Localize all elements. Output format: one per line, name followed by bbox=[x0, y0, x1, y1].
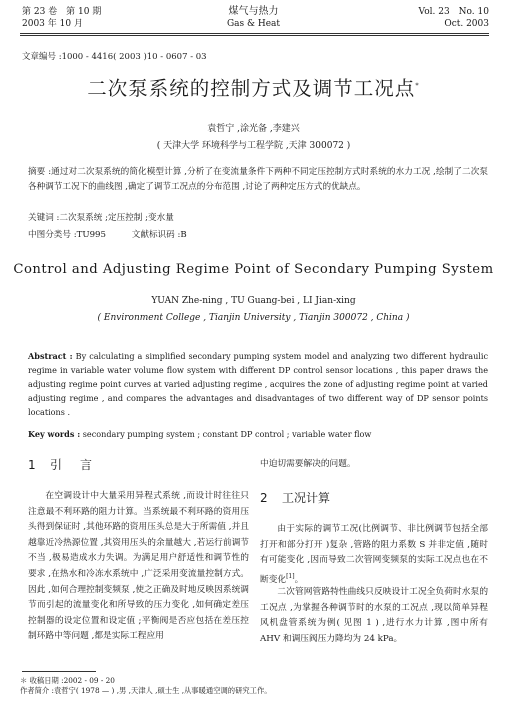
footnote-rule bbox=[22, 671, 96, 672]
section-1-number: 1 bbox=[28, 458, 36, 472]
affiliation: ( 天津大学 环境科学与工程学院 ,天津 300072 ) bbox=[156, 141, 351, 151]
article-number: 文章编号 :1000 - 4416( 2003 )10 - 0607 - 03 bbox=[22, 52, 207, 62]
journal-name-en: Gas & Heat bbox=[226, 19, 281, 29]
running-header-right bbox=[419, 6, 489, 30]
affiliation-en: ( Environment College , Tianjin University , Tianjin 300072 , China ) bbox=[97, 313, 410, 323]
section-2-number: 2 bbox=[260, 491, 268, 505]
section-1-title: 引言 bbox=[50, 458, 111, 472]
header-rule bbox=[20, 33, 489, 34]
abstract-en-text: By calculating a simplified secondary pumping system model and analyzing two different hydraulic regime in variable water volume flow system with different DP control sensor locations , this paper draws the adjusting regime point curves at varied adjusting regime , acquires the zone of adjusting regime point at varied adjusting regime , and compares the advantages and disadvantages of two different way of DP sensor points locations . bbox=[28, 351, 489, 417]
keywords-en-label: Key words : bbox=[28, 429, 81, 439]
abstract-en bbox=[28, 349, 488, 419]
section-2-heading bbox=[260, 489, 488, 506]
section-2-paragraph-1-text: 由于实际的调节工况(比例调节、非比例调节包括全部打开和部分打开 )复杂 ,管路的阻力系数 S 并非定值 ,随时有可能变化 ,因而导致二次管网变频泵的实际工况点也在不断变化 bbox=[260, 524, 488, 585]
paper-title-en: Control and Adjusting Regime Point of Secondary Pumping System bbox=[13, 262, 494, 277]
classification-code: 中图分类号 :TU995 文献标识码 :B bbox=[28, 230, 187, 240]
volume-issue-en: Vol. 23 No. 10 bbox=[418, 7, 489, 17]
section-1-paragraph: 在空调设计中大量采用异程式系统 ,而设计时往往只注意最不利环路的阻力计算。当系统最不利环路的资用压头得到保证时 ,其他环路的资用压头总是大于所需值 ,并且越靠近冷热源位置 ,其资用压头的余量越大 ,若运行前调节不当 ,极易造成水力失调。为满足用户舒适性和调节性的要求 ,在热水和冷冻水系统中 ,广泛采用变流量控制方式。因此 ,如何合理控制变频泵 ,使之正确及时地反映因系统调节而引起的流量变化和所导致的压力变化 ,如何确定差压控制器的设定位置和设定值 ;平衡阀是否应包括在差压控制环路中等问题 ,都是实际工程应用 bbox=[28, 491, 249, 642]
footnote bbox=[20, 676, 272, 696]
footnote-author-bio: 作者简介 :袁哲宁( 1978 — ) ,男 ,天津人 ,硕士生 ,从事暖通空调的研究工作。 bbox=[20, 686, 272, 695]
authors-en: YUAN Zhe-ning , TU Guang-bei , LI Jian-xing bbox=[151, 296, 356, 306]
header-rule-thin bbox=[20, 35, 489, 36]
abstract-cn: 摘要 :通过对二次泵系统的简化模型计算 ,分析了在变流量条件下两种不同定压控制方式时系统的水力工况 ,绘制了二次泵各种调节工况下的曲线图 ,确定了调节工况点的分布范围 ,讨论了两种定压方式的优缺点。 bbox=[28, 167, 488, 192]
keywords-en bbox=[28, 427, 488, 441]
section-2-title: 工况计算 bbox=[282, 491, 331, 505]
keywords-en-text: secondary pumping system ; constant DP control ; variable water flow bbox=[82, 429, 372, 439]
section-1-continuation: 中迫切需要解决的问题。 bbox=[260, 459, 356, 469]
keywords-cn: 关键词 :二次泵系统 ;定压控制 ;变水量 bbox=[28, 213, 174, 223]
title-footnote-mark: * bbox=[415, 81, 420, 90]
journal-name: 煤气与热力 bbox=[228, 6, 279, 17]
section-2-paragraph-1 bbox=[260, 522, 488, 588]
issue-date-en: Oct. 2003 bbox=[444, 19, 489, 29]
section-1-heading bbox=[28, 456, 249, 473]
section-2-paragraph-2: 二次管网管路特性曲线只反映设计工况全负荷时水泵的工况点 ,为掌握各种调节时的水泵的工况点 ,现以简单异程风机盘管系统为例( 见图 1 ) ,进行水力计算 ,图中所有 AHV 和调压阀压力降均为 24 kPa。 bbox=[260, 587, 488, 644]
issue-date: 2003 年 10 月 bbox=[22, 19, 83, 29]
authors: 袁哲宁 ,涂光备 ,李建兴 bbox=[207, 124, 300, 134]
footnote-received-date: ＊ 收稿日期 :2002 - 09 - 20 bbox=[20, 676, 115, 685]
paper-title-text: 二次泵系统的控制方式及调节工况点 bbox=[87, 77, 416, 100]
citation-ref: [1] bbox=[286, 572, 295, 580]
abstract-en-label: Abstract : bbox=[28, 351, 73, 361]
paper-title bbox=[0, 73, 507, 101]
section-2-paragraph-1-end: 。 bbox=[294, 574, 304, 585]
volume-issue: 第 23 卷 第 10 期 bbox=[22, 7, 102, 17]
